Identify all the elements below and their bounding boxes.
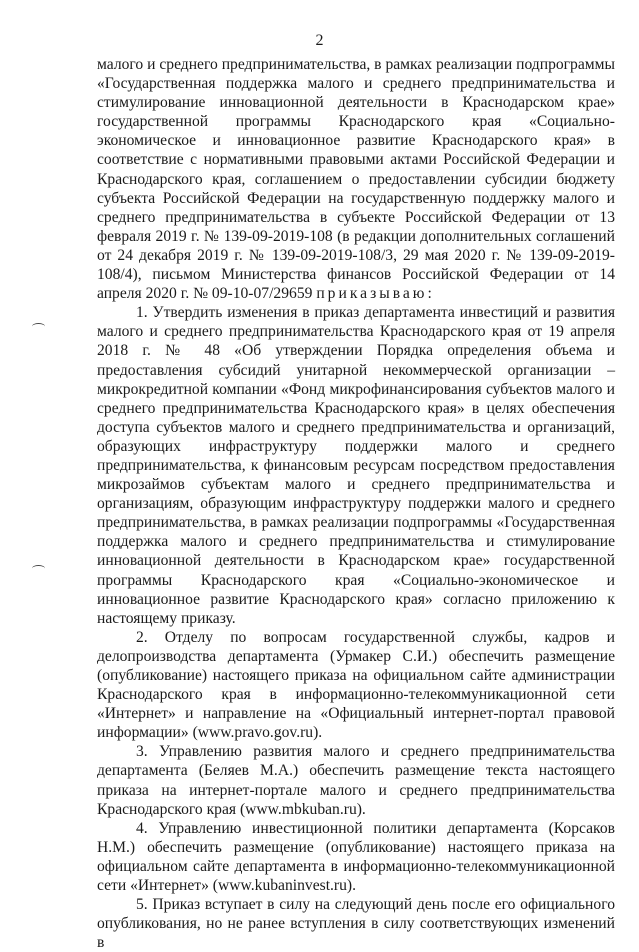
page-number: 2	[315, 32, 324, 49]
paragraph-item-3: 3. Управлению развития малого и среднего предпринимательства департамента (Беляев М.А.) обеспечить размещение текста настоящего приказа на интернет-портале малого и среднего предпринимательства Краснодарского края (www.mbkuban.ru).	[97, 743, 615, 818]
paragraph-preamble	[97, 55, 615, 303]
preamble-text: малого и среднего предпринимательства, в рамках реализации подпрограммы «Государственная поддержка малого и среднего предпринимательства и стимулирование инновационной деятельности в Краснодарском крае» государственной программы Краснодарского края «Социально-экономическое и инновационное развитие Краснодарского края» в соответствие с нормативными правовыми актами Российской Федерации и Краснодарского края, соглашением о предоставлении субсидии бюджету субъекта Российской Федерации на государственную поддержку малого и среднего предпринимательства в субъекте Российской Федерации от 13 февраля 2019 г. № 139-09-2019-108 (в редакции дополнительных соглашений от 24 декабря 2019 г. № 139-09-2019-108/3, 29 мая 2020 г. № 139-09-2019-108/4), письмом Министерства финансов Российской Федерации от 14 апреля 2020 г. № 09-10-07/29659	[97, 56, 615, 303]
order-keyword: приказываю:	[316, 285, 435, 303]
margin-mark	[32, 565, 45, 572]
paragraph-item-1: 1. Утвердить изменения в приказ департамента инвестиций и развития малого и среднего предпринимательства Краснодарского края от 19 апреля 2018 г. № 48 «Об утверждении Порядка определения объема и предоставления субсидий унитарной некоммерческой организации – микрокредитной компании «Фонд микрофинансирования субъектов малого и среднего предпринимательства Краснодарского края» в целях обеспечения доступа субъектов малого и среднего предпринимательства и организаций, образующих инфраструктуру поддержки малого и среднего предпринимательства, к финансовым ресурсам посредством предоставления микрозаймов субъектам малого и среднего предпринимательства и организациям, образующим инфраструктуру поддержки малого и среднего предпринимательства, в рамках реализации подпрограммы «Государственная поддержка малого и среднего предпринимательства и стимулирование инновационной деятельности в Краснодарском крае» государственной программы Краснодарского края «Социально-экономическое и инновационное развитие Краснодарского края» согласно приложению к настоящему приказу.	[97, 304, 615, 627]
document-body	[97, 55, 615, 952]
paragraph-item-4: 4. Управлению инвестиционной политики департамента (Корсаков Н.М.) обеспечить размещение (опубликование) настоящего приказа на официальном сайте департамента в информационно-телекоммуникационной сети «Интернет» (www.kubaninvest.ru).	[97, 819, 615, 895]
paragraph-item-5: 5. Приказ вступает в силу на следующий день после его официального опубликования, но не ранее вступления в силу соответствующих изменений в	[97, 896, 615, 952]
paragraph-item-2: 2. Отделу по вопросам государственной службы, кадров и делопроизводства департамента (Урмакер С.И.) обеспечить размещение (опубликование) настоящего приказа на официальном сайте администрации Краснодарского края в информационно-телекоммуникационной сети «Интернет» и направление на «Официальный интернет-портал правовой информации» (www.pravo.gov.ru).	[97, 628, 615, 742]
margin-mark	[32, 323, 45, 330]
